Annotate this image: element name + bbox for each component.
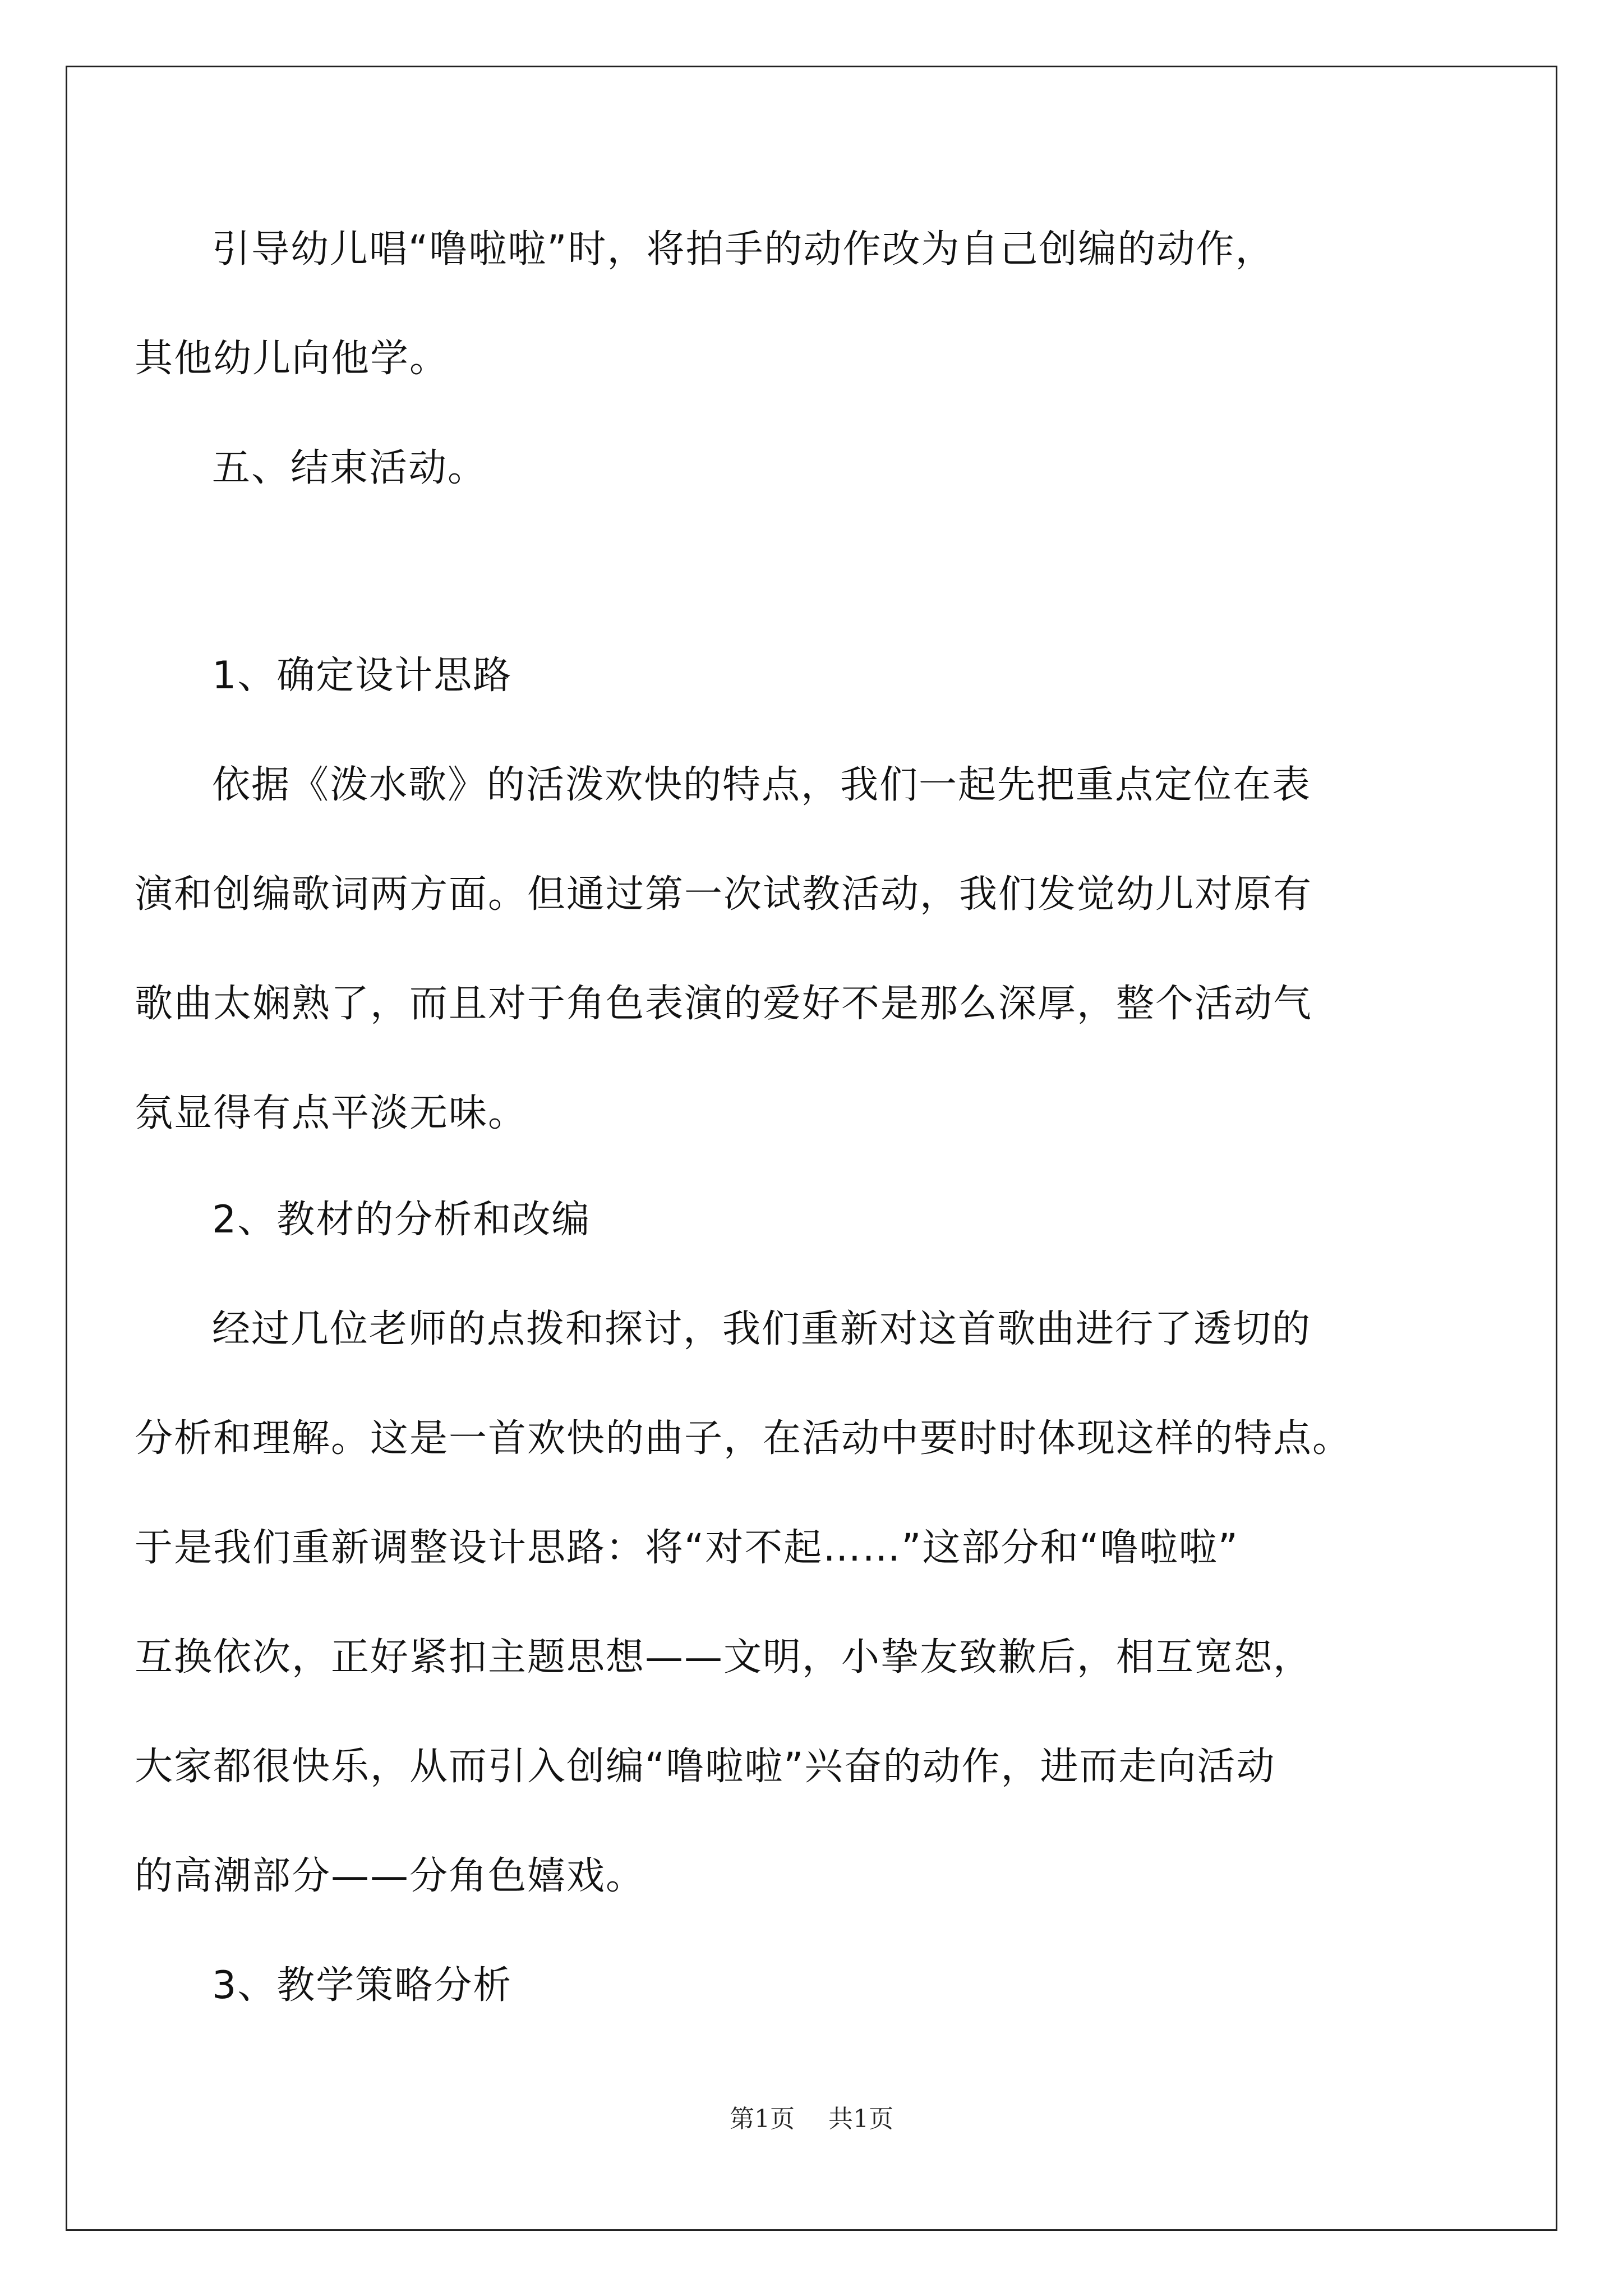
paragraph-line: 氛显得有点平淡无味。 xyxy=(135,1091,528,1135)
page-footer xyxy=(0,2104,1623,2135)
paragraph-line: 引导幼儿唱“噜啦啦”时，将拍手的动作改为自己创编的动作， xyxy=(212,227,1275,272)
subsection-heading: 2、教材的分析和改编 xyxy=(212,1198,591,1242)
page-number: 第1页 xyxy=(730,2105,795,2133)
paragraph-line: 其他幼儿向他学。 xyxy=(135,337,449,381)
paragraph-line: 于是我们重新调整设计思路：将“对不起……”这部分和“噜啦啦” xyxy=(135,1526,1239,1570)
paragraph-line: 歌曲太娴熟了，而且对于角色表演的爱好不是那么深厚，整个活动气 xyxy=(135,982,1313,1026)
paragraph-line: 互换依次，正好紧扣主题思想——文明，小挚友致歉后，相互宽恕， xyxy=(135,1635,1313,1680)
paragraph-line: 经过几位老师的点拨和探讨，我们重新对这首歌曲进行了透切的 xyxy=(212,1307,1312,1351)
page-border xyxy=(66,66,1557,2231)
paragraph-line: 的高潮部分——分角色嬉戏。 xyxy=(135,1854,645,1898)
subsection-heading: 1、确定设计思路 xyxy=(212,654,513,698)
section-heading: 五、结束活动。 xyxy=(212,446,487,490)
paragraph-line: 大家都很快乐，从而引入创编“噜啦啦”兴奋的动作，进而走向活动 xyxy=(135,1745,1276,1789)
paragraph-line: 依据《泼水歌》的活泼欢快的特点，我们一起先把重点定位在表 xyxy=(212,763,1312,807)
subsection-heading: 3、教学策略分析 xyxy=(212,1963,513,2008)
paragraph-line: 演和创编歌词两方面。但通过第一次试教活动，我们发觉幼儿对原有 xyxy=(135,872,1313,917)
paragraph-line: 分析和理解。这是一首欢快的曲子，在活动中要时时体现这样的特点。 xyxy=(135,1416,1352,1461)
page-total: 共1页 xyxy=(828,2105,893,2133)
